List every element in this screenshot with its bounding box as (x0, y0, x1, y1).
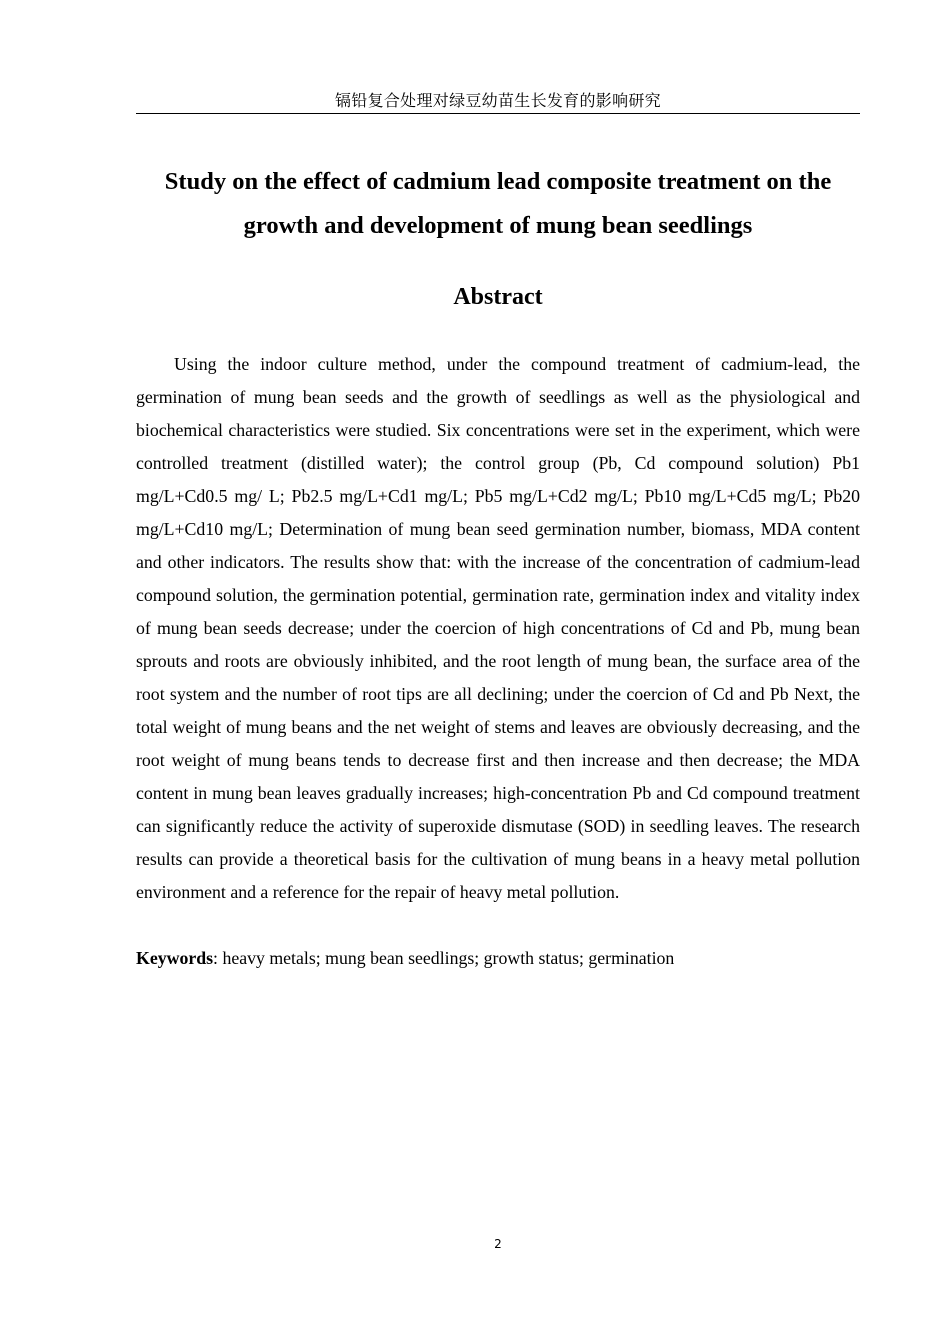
keywords-separator: : (213, 948, 223, 968)
keywords-line (136, 942, 860, 975)
running-header: 镉铅复合处理对绿豆幼苗生长发育的影响研究 (334, 91, 661, 110)
keywords-text: heavy metals; mung bean seedlings; growth status; germination (222, 948, 675, 968)
abstract-body: Using the indoor culture method, under the compound treatment of cadmium-lead, the germination of mung bean seeds and the growth of seedlings as well as the physiological and biochemical characteristics were studied. Six concentrations were set in the experiment, which were controlled treatment (distilled water); the control group (Pb, Cd compound solution) Pb1 mg/L+Cd0.5 mg/ L; Pb2.5 mg/L+Cd1 mg/L; Pb5 mg/L+Cd2 mg/L; Pb10 mg/L+Cd5 mg/L; Pb20 mg/L+Cd10 mg/L; Determination of mung bean seed germination number, biomass, MDA content and other indicators. The results show that: with the increase of the concentration of cadmium-lead compound solution, the germination potential, germination rate, germination index and vitality index of mung bean seeds decrease; under the coercion of high concentrations of Cd and Pb, mung bean sprouts and roots are obviously inhibited, and the root length of mung bean, the surface area of the root system and the number of root tips are all declining; under the coercion of Cd and Pb Next, the total weight of mung beans and the net weight of stems and leaves are obviously decreasing, and the root weight of mung beans tends to decrease first and then increase and then decrease; the MDA content in mung bean leaves gradually increases; high-concentration Pb and Cd compound treatment can significantly reduce the activity of superoxide dismutase (SOD) in seedling leaves. The research results can provide a theoretical basis for the cultivation of mung beans in a heavy metal pollution environment and a reference for the repair of heavy metal pollution. (136, 354, 860, 902)
keywords-label: Keywords (136, 948, 214, 968)
header-rule (136, 113, 860, 114)
abstract-heading: Abstract (453, 284, 543, 310)
paper-title: Study on the effect of cadmium lead composite treatment on the growth and development of mung bean seedlings (164, 168, 832, 239)
page-number: 2 (494, 1237, 502, 1251)
